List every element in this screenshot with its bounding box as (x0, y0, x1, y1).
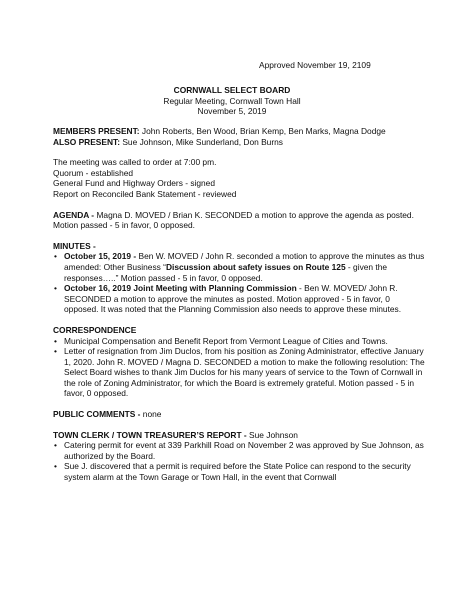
clerk-report-label: TOWN CLERK / TOWN TREASURER’S REPORT - (53, 429, 247, 440)
bullet-icon: • (54, 335, 57, 346)
minutes-item1-topic: Discussion about safety issues on Route 125 (165, 261, 346, 272)
document-subtitle: Regular Meeting, Cornwall Town Hall (163, 95, 301, 106)
clerk-report-heading (53, 430, 425, 441)
orders-line: General Fund and Highway Orders - signed (53, 178, 215, 189)
bank-report-line: Report on Reconciled Bank Statement - reviewed (53, 188, 237, 199)
quorum-line: Quorum - established (53, 167, 134, 178)
clerk-report-item2: Sue J. discovered that a permit is required before the State Police can respond to the security system alarm at the Town Garage or Town Hall, in the event that Cornwall (64, 461, 411, 483)
agenda-section (53, 210, 425, 231)
correspondence-list (53, 336, 425, 400)
clerk-report-list (53, 440, 425, 482)
members-present (53, 126, 425, 137)
correspondence-item2: Letter of resignation from Jim Duclos, from his position as Zoning Administrator, effective January 1, 2020. John R. MOVED / Magna D. SECONDED a motion to make the following resolution: The Select Board wishes to thank Jim Duclos for his many years of service to the Town of Cornwall in the role of Zoning Administrator, for which the Board is extremely grateful. Motion passed - 5 in favor, 0 opposed. (64, 346, 425, 399)
document-title: CORNWALL SELECT BOARD (173, 85, 291, 95)
approval-note: Approved November 19, 2109 (259, 60, 371, 70)
minutes-body (53, 126, 425, 483)
minutes-item1-date: October 15, 2019 - (64, 251, 137, 262)
list-item (53, 461, 425, 482)
also-present (53, 137, 425, 148)
list-item (53, 283, 425, 315)
list-item (53, 440, 425, 461)
bullet-icon: • (54, 283, 57, 294)
agenda-label: AGENDA - (53, 209, 95, 220)
list-item (53, 346, 425, 399)
also-present-label: ALSO PRESENT: (53, 136, 121, 147)
minutes-item2-text: - Ben W. MOVED/ John R. SECONDED a motion to approve the minutes as posted. Motion approved - 5 in favor, 0 opposed. It was noted that the Planning Commission also needs to approve these minutes. (64, 283, 402, 315)
correspondence-heading (53, 325, 425, 336)
correspondence-heading-text: CORRESPONDENCE (53, 324, 137, 335)
bullet-icon: • (54, 251, 57, 262)
members-present-value: John Roberts, Ben Wood, Brian Kemp, Ben Marks, Magna Dodge (141, 126, 386, 136)
minutes-heading-text: MINUTES - (53, 240, 96, 251)
correspondence-item1: Municipal Compensation and Benefit Report from Vermont League of Cities and Towns. (64, 335, 388, 346)
meeting-date: November 5, 2019 (197, 106, 267, 117)
members-present-label: MEMBERS PRESENT: (53, 126, 140, 136)
bullet-icon: • (54, 440, 57, 451)
minutes-heading (53, 241, 425, 252)
minutes-item1-tail: - given the responses…..” Motion passed - 5 in favor, 0 opposed. (64, 261, 388, 283)
list-item (53, 336, 425, 347)
bullet-icon: • (54, 346, 57, 357)
call-to-order: The meeting was called to order at 7:00 pm. (53, 157, 217, 168)
public-comments-label: PUBLIC COMMENTS - (53, 409, 141, 420)
minutes-list (53, 251, 425, 315)
agenda-text: Magna D. MOVED / Brian K. SECONDED a motion to approve the agenda as posted. Motion passed - 5 in favor, 0 opposed. (53, 209, 414, 231)
minutes-item2-title: October 16, 2019 Joint Meeting with Planning Commission (64, 283, 297, 294)
list-item (53, 251, 425, 283)
clerk-report-item1: Catering permit for event at 339 Parkhill Road on November 2 was approved by Sue Johnson, as authorized by the Board. (64, 440, 424, 461)
minutes-item1-text: Ben W. MOVED / John R. seconded a motion to approve the minutes as thus amended: Other Business “ (64, 251, 425, 272)
public-comments-value: none (142, 409, 162, 420)
clerk-report-name: Sue Johnson (249, 429, 298, 440)
bullet-icon: • (54, 461, 57, 472)
also-present-value: Sue Johnson, Mike Sunderland, Don Burns (122, 136, 283, 147)
document-header (0, 85, 464, 117)
public-comments (53, 409, 425, 420)
